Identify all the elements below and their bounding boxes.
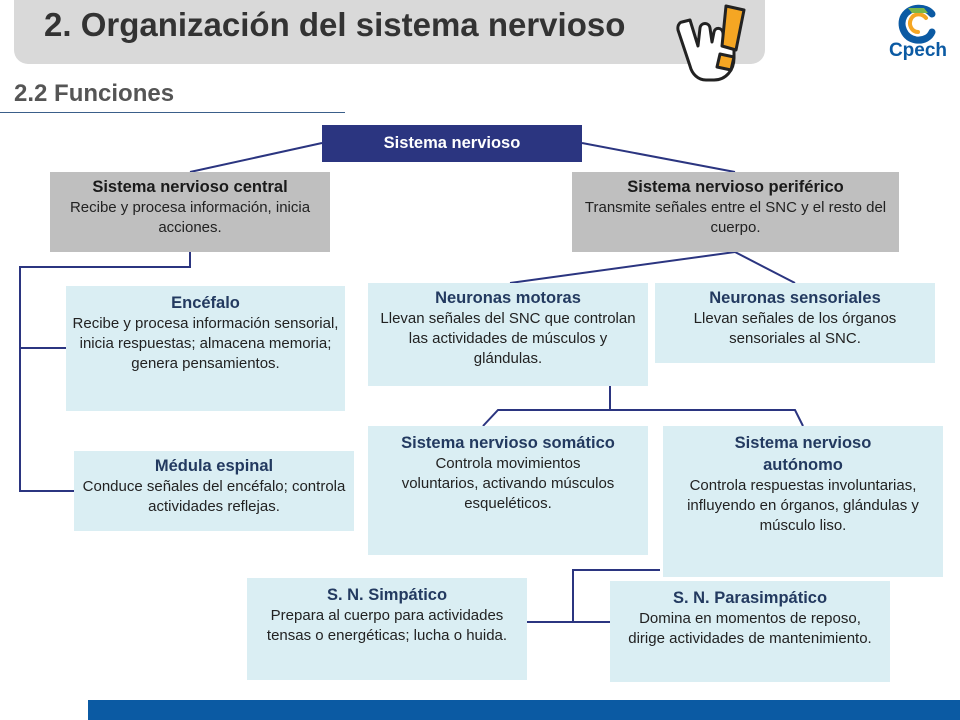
node-parasimpatico bbox=[610, 581, 890, 682]
node-neuronas-motoras bbox=[368, 283, 648, 386]
node-snc bbox=[50, 172, 330, 252]
node-autonomo bbox=[663, 426, 943, 577]
node-snp-title: Sistema nervioso periférico bbox=[627, 178, 844, 196]
connector-root-snc bbox=[190, 143, 322, 172]
node-simpatico-desc: Prepara al cuerpo para actividades tensas o energéticas; lucha o huida. bbox=[266, 607, 508, 644]
node-sensoriales-title: Neuronas sensoriales bbox=[709, 289, 881, 307]
node-medula-desc: Conduce señales del encéfalo; controla actividades reflejas. bbox=[82, 478, 346, 515]
node-somatico-desc: Controla movimientos voluntarios, activando músculos esqueléticos. bbox=[401, 455, 615, 512]
connector-motoras-autonomo bbox=[610, 410, 803, 426]
node-snc-title: Sistema nervioso central bbox=[92, 178, 288, 196]
node-simpatico bbox=[247, 578, 527, 680]
node-motoras-desc: Llevan señales del SNC que controlan las actividades de músculos y glándulas. bbox=[380, 310, 636, 367]
node-autonomo-desc: Controla respuestas involuntarias, influyendo en órganos, glándulas y músculo liso. bbox=[687, 477, 919, 534]
root-node-sistema-nervioso: Sistema nervioso bbox=[322, 125, 582, 162]
node-encefalo-title: Encéfalo bbox=[171, 294, 240, 312]
node-snc-desc: Recibe y procesa información, inicia acciones. bbox=[69, 199, 311, 236]
node-sensoriales-desc: Llevan señales de los órganos sensoriales al SNC. bbox=[693, 310, 897, 347]
footer-bar bbox=[88, 700, 960, 720]
node-somatico bbox=[368, 426, 648, 555]
section-subtitle: 2.2 Funciones bbox=[14, 80, 175, 107]
node-medula-espinal bbox=[74, 451, 354, 531]
node-medula-title: Médula espinal bbox=[154, 457, 274, 475]
connector-motoras-somatico bbox=[483, 386, 610, 426]
page-title: 2. Organización del sistema nervioso bbox=[44, 6, 626, 43]
node-motoras-title: Neuronas motoras bbox=[435, 289, 581, 307]
node-encefalo bbox=[66, 286, 345, 411]
node-neuronas-sensoriales bbox=[655, 283, 935, 363]
node-parasimpatico-desc: Domina en momentos de reposo, dirige actividades de mantenimiento. bbox=[628, 610, 872, 647]
node-encefalo-desc: Recibe y procesa información sensorial, inicia respuestas; almacena memoria; genera pensamientos. bbox=[72, 315, 339, 372]
node-somatico-title: Sistema nervioso somático bbox=[401, 434, 615, 452]
node-simpatico-title: S. N. Simpático bbox=[326, 586, 448, 604]
node-autonomo-title: Sistema nervioso autónomo bbox=[734, 434, 872, 474]
connector-snp-sensoriales bbox=[735, 252, 795, 283]
connector-root-snp bbox=[582, 143, 735, 172]
node-parasimpatico-title: S. N. Parasimpático bbox=[672, 589, 828, 607]
connector-snp-motoras bbox=[510, 252, 735, 283]
logo-text: Cpech bbox=[888, 40, 948, 61]
node-snp-desc: Transmite señales entre el SNC y el resto del cuerpo. bbox=[584, 199, 887, 236]
node-snp bbox=[572, 172, 899, 252]
